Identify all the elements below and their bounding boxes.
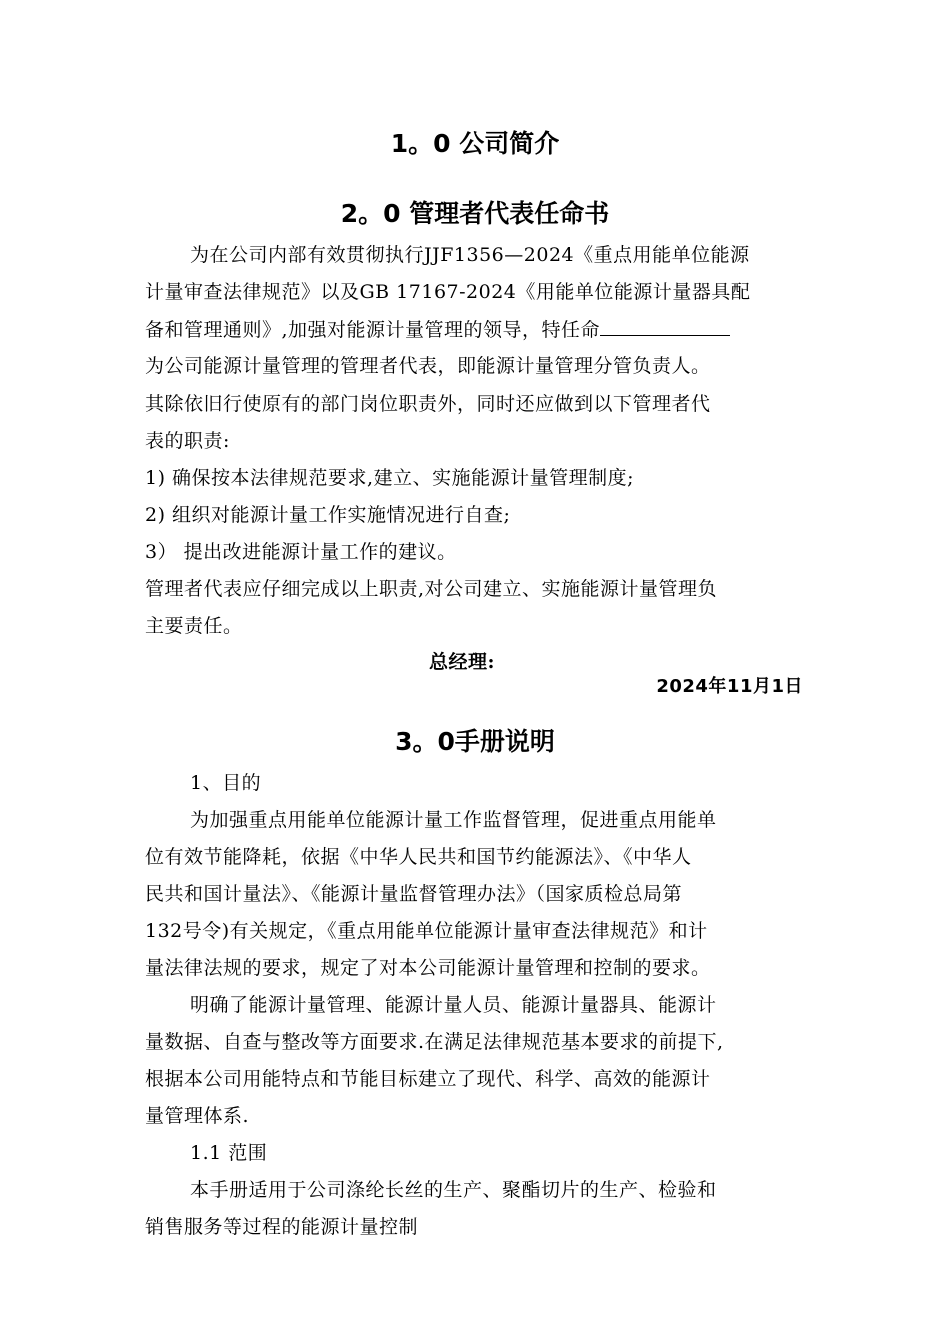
scope-paragraph-line: 销售服务等过程的能源计量控制 [145, 1216, 419, 1238]
manual-paragraph-line: 量法律法规的要求，规定了对本公司能源计量管理和控制的要求。 [145, 957, 711, 979]
scope-paragraph-line: 本手册适用于公司涤纶长丝的生产、聚酯切片的生产、检验和 [190, 1179, 717, 1201]
manual-paragraph-line: 量管理体系. [145, 1105, 250, 1127]
duty-item-3: 3） 提出改进能源计量工作的建议。 [145, 541, 457, 563]
purpose-heading: 1、目的 [190, 772, 262, 794]
appointee-name-blank [600, 315, 730, 336]
section-2-heading: 2。0 管理者代表任命书 [340, 199, 610, 228]
scope-heading: 1.1 范围 [190, 1142, 268, 1164]
manual-paragraph-line: 量数据、自查与整改等方面要求.在满足法律规范基本要求的前提下, [145, 1031, 724, 1053]
manual-paragraph-line: 根据本公司用能特点和节能目标建立了现代、科学、高效的能源计 [145, 1068, 711, 1090]
appointment-text: 备和管理通则》,加强对能源计量管理的领导，特任命 [145, 319, 601, 341]
manual-paragraph-line: 为加强重点用能单位能源计量工作监督管理，促进重点用能单 [190, 809, 717, 831]
duty-item-2: 2) 组织对能源计量工作实施情况进行自查; [145, 504, 511, 526]
appointment-paragraph-line: 表的职责: [145, 430, 230, 452]
duty-item-1: 1) 确保按本法律规范要求,建立、实施能源计量管理制度; [145, 467, 634, 489]
manual-paragraph-line: 位有效节能降耗，依据《中华人民共和国节约能源法》、《中华人 [145, 846, 692, 868]
appointment-paragraph-line: 主要责任。 [145, 615, 243, 637]
appointment-paragraph-line: 为在公司内部有效贯彻执行JJF1356—2024《重点用能单位能源 [190, 244, 750, 266]
appointment-date: 2024年11月1日 [656, 676, 803, 697]
appointment-paragraph-line: 计量审查法律规范》以及GB 17167-2024《用能单位能源计量器具配 [145, 281, 751, 303]
manual-paragraph-line: 132号令)有关规定，《重点用能单位能源计量审查法律规范》和计 [145, 920, 708, 942]
appointment-paragraph-line: 为公司能源计量管理的管理者代表，即能源计量管理分管负责人。 [145, 355, 711, 377]
section-1-heading: 1。0 公司简介 [390, 129, 560, 158]
manual-paragraph-line: 民共和国计量法》、《能源计量监督管理办法》（国家质检总局第 [145, 883, 683, 905]
appointment-paragraph-line: 管理者代表应仔细完成以上职责,对公司建立、实施能源计量管理负 [145, 578, 718, 600]
general-manager-signature-label: 总经理: [429, 651, 496, 673]
manual-paragraph-line: 明确了能源计量管理、能源计量人员、能源计量器具、能源计 [190, 994, 717, 1016]
appointment-paragraph-line: 其除依旧行使原有的部门岗位职责外，同时还应做到以下管理者代 [145, 393, 711, 415]
appointment-paragraph-line [145, 315, 730, 344]
section-3-heading: 3。0手册说明 [395, 727, 555, 756]
